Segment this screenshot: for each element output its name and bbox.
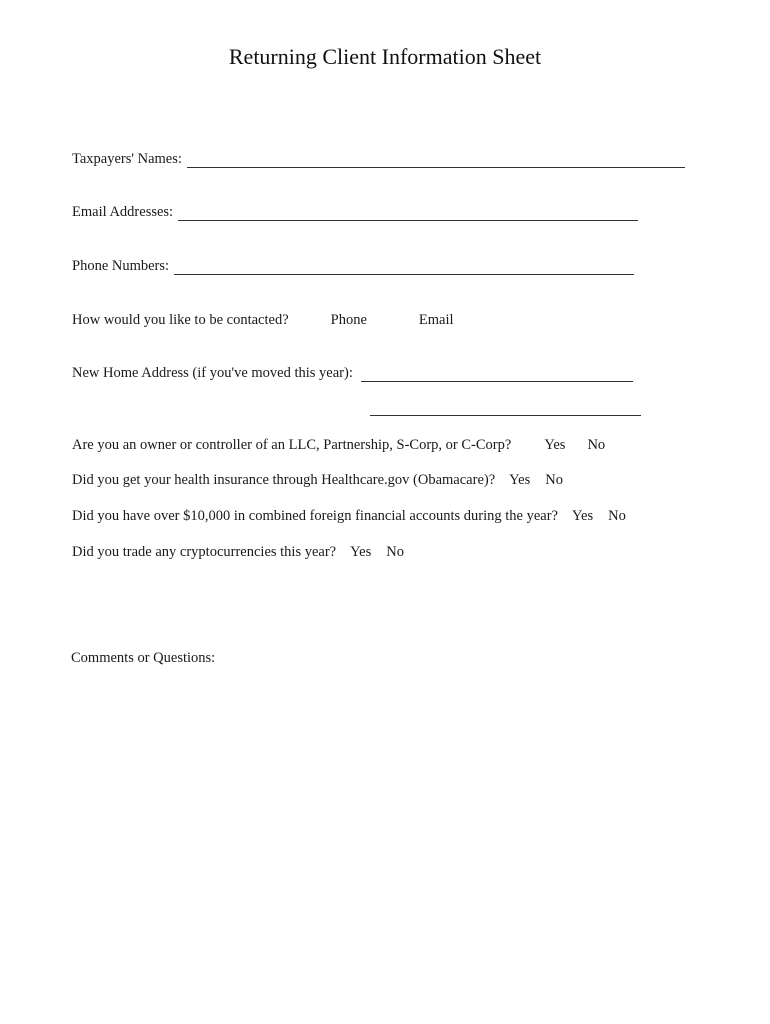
answer-no-option[interactable]: No [545, 472, 563, 488]
answer-no-option[interactable]: No [386, 544, 404, 560]
answer-yes-option[interactable]: Yes [572, 508, 594, 524]
new-home-address-label: New Home Address (if you've moved this year): [72, 365, 353, 381]
email-addresses-label: Email Addresses: [72, 204, 174, 220]
contact-preference-row [72, 312, 454, 329]
question-row-cryptocurrency [72, 544, 404, 561]
answer-no-option[interactable]: No [608, 508, 626, 524]
comments-label: Comments or Questions: [71, 650, 216, 666]
email-addresses-input[interactable] [178, 206, 638, 221]
question-text: Did you have over $10,000 in combined foreign financial accounts during the year? [72, 508, 558, 524]
taxpayer-names-input[interactable] [187, 153, 685, 168]
answer-yes-option[interactable]: Yes [350, 544, 372, 560]
taxpayer-names-row [72, 151, 685, 168]
contact-preference-label: How would you like to be contacted? [72, 312, 289, 328]
question-text: Did you get your health insurance through Healthcare.gov (Obamacare)? [72, 472, 496, 488]
page-title: Returning Client Information Sheet [228, 44, 542, 69]
question-text: Are you an owner or controller of an LLC, Partnership, S-Corp, or C-Corp? [72, 437, 512, 453]
answer-yes-option[interactable]: Yes [544, 437, 566, 453]
phone-numbers-label: Phone Numbers: [72, 258, 170, 274]
comments-row [71, 650, 215, 667]
new-home-address-input-line2[interactable] [370, 401, 641, 416]
new-home-address-input-line1[interactable] [361, 367, 633, 382]
question-text: Did you trade any cryptocurrencies this year? [72, 544, 337, 560]
contact-option-email[interactable]: Email [418, 312, 454, 328]
new-home-address-row-2 [370, 401, 641, 416]
email-addresses-row [72, 204, 638, 221]
answer-yes-option[interactable]: Yes [509, 472, 531, 488]
question-row-health-insurance [72, 472, 563, 489]
new-home-address-row [72, 365, 633, 382]
taxpayer-names-label: Taxpayers' Names: [72, 151, 182, 167]
phone-numbers-row [72, 258, 634, 275]
question-row-foreign-accounts [72, 508, 626, 525]
phone-numbers-input[interactable] [174, 260, 634, 275]
question-row-business-owner [72, 437, 605, 454]
answer-no-option[interactable]: No [587, 437, 606, 453]
contact-option-phone[interactable]: Phone [330, 312, 367, 328]
